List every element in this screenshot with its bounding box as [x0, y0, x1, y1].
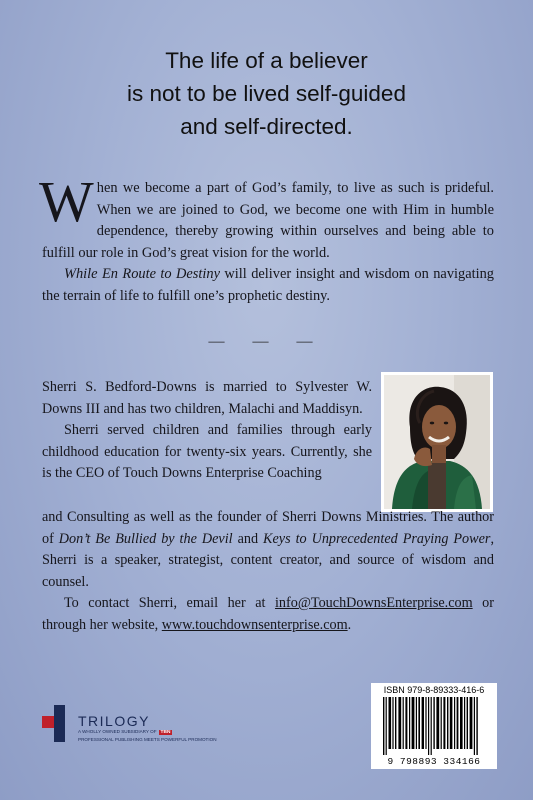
- tbn-badge: TBN: [160, 730, 171, 735]
- contact-text-2: or through her website,: [42, 595, 494, 633]
- bio-paragraph-2: Sherri served children and families through early childhood education for twenty-six years. Currently, she is the CEO of Touch Downs Enterprise Coaching: [42, 422, 372, 481]
- description-paragraph-2: [42, 264, 494, 307]
- bio-text-3: , Sherri is a speaker, strategist, content creator, and source of wisdom and counsel.: [42, 530, 494, 590]
- description-text-2: will deliver insight and wisdom on navigating the terrain of life to fulfill one’s prophetic destiny.: [42, 266, 494, 304]
- isbn-label: ISBN 979-8-89333-416-6: [383, 685, 485, 695]
- bio-text-2: and Consulting as well as the founder of Sherri Downs Ministries. The author of: [42, 509, 494, 547]
- author-photo: [381, 372, 493, 512]
- trilogy-mark-icon: [42, 705, 76, 745]
- contact-text-3: .: [347, 616, 352, 633]
- headline-line-1: The life of a believer: [165, 48, 368, 73]
- author-portrait-image: [384, 375, 490, 509]
- publisher-tagline: PROFESSIONAL PUBLISHING MEETS POWERFUL PROMOTION: [78, 737, 217, 742]
- email-link[interactable]: info@TouchDownsEnterprise.com: [274, 595, 473, 611]
- book-description: [39, 169, 494, 307]
- description-paragraph-1: [39, 169, 494, 264]
- barcode-bars-icon: [375, 697, 493, 755]
- back-cover-headline: [0, 44, 533, 143]
- contact-paragraph: [42, 593, 494, 636]
- website-link[interactable]: www.touchdownsenterprise.com: [161, 616, 348, 633]
- isbn-barcode: [371, 683, 497, 769]
- book-title-2: Keys to Unprecedented Praying Power: [263, 530, 491, 547]
- author-bio-top: [42, 377, 372, 485]
- barcode-number: 9 798893 334166: [387, 756, 481, 767]
- description-text-1: hen we become a part of God’s family, to live as such is prideful. When we are joined to God, we become one with Him in humble dependence, thereby growing within ourselves and being able to fulfill our role in God’s great vision for the world.: [42, 180, 494, 261]
- drop-cap: W: [39, 169, 94, 234]
- subsidiary-text: A WHOLLY OWNED SUBSIDIARY OF: [78, 729, 157, 734]
- publisher-name: TRILOGY: [78, 713, 150, 729]
- publisher-subsidiary: [78, 729, 208, 735]
- headline-line-2: is not to be lived self-guided: [127, 81, 406, 106]
- section-separator: — — —: [208, 333, 325, 350]
- book-title: While En Route to Destiny: [64, 266, 220, 282]
- contact-text-1: To contact Sherri, email her at: [64, 595, 275, 611]
- author-bio-bottom: [42, 507, 494, 636]
- bio-paragraph-1: Sherri S. Bedford-Downs is married to Sylvester W. Downs III and has two children, Malachi and Maddisyn.: [42, 379, 372, 417]
- bio-and-text: and: [232, 530, 264, 547]
- bio-paragraph-2-continued: [42, 507, 494, 593]
- book-title-1: Don’t Be Bullied by the Devil: [58, 530, 233, 547]
- publisher-logo: [42, 703, 217, 759]
- headline-line-3: and self-directed.: [180, 114, 353, 139]
